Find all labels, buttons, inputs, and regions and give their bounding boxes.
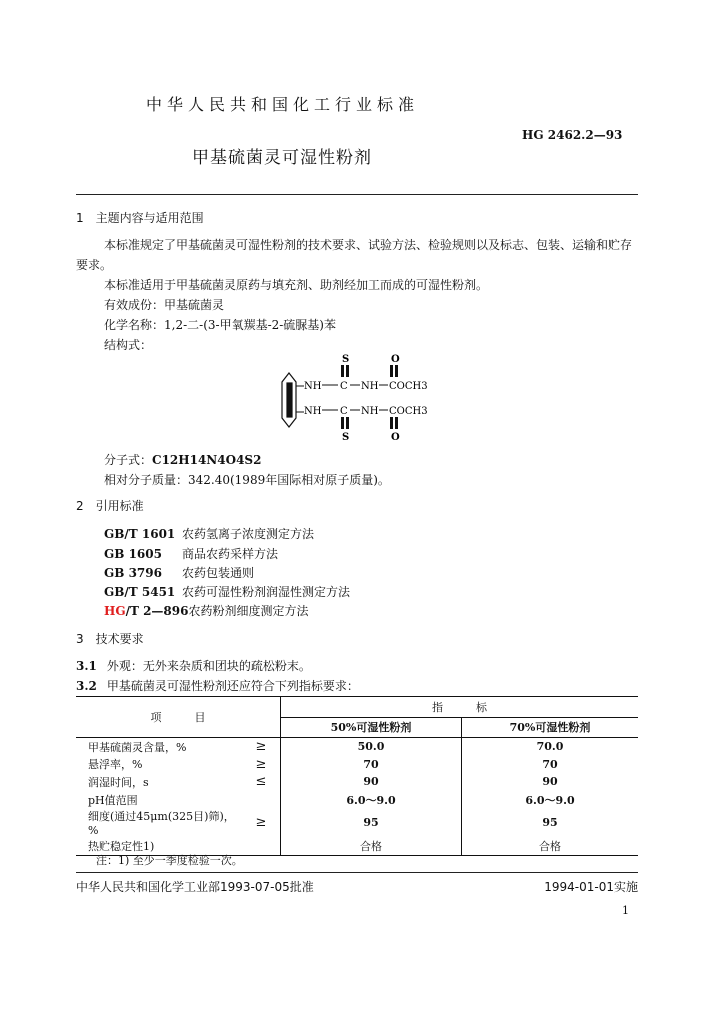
footer-rule: [76, 872, 638, 873]
svg-text:NH: NH: [361, 381, 379, 392]
header-index: 指 标: [281, 697, 639, 718]
table-note: 注：1) 至少一季度检验一次。: [96, 854, 243, 867]
molecular-formula: 分子式：C12H14N4O4S2: [104, 453, 262, 467]
header-item: 项 目: [76, 697, 281, 738]
table-row: 热贮稳定性1) 合格 合格: [76, 837, 638, 855]
svg-text:C: C: [340, 381, 348, 392]
section-2-heading: 2 引用标准: [76, 499, 144, 513]
standard-code: HG 2462.2—93: [522, 128, 623, 142]
sulfur-bottom: S: [342, 432, 350, 443]
active-ingredient: 有效成份：甲基硫菌灵: [104, 298, 225, 312]
oxygen-top: O: [391, 354, 400, 365]
structure-label: 结构式：: [104, 338, 153, 352]
scope-paragraph-cont: 要求。: [76, 258, 113, 272]
double-bond-o-bottom: [390, 417, 393, 429]
svg-text:NH: NH: [361, 406, 379, 417]
double-bond-s-top: [341, 365, 344, 377]
benzene-ring-icon: [282, 373, 296, 427]
section-1-heading: 1 主题内容与适用范围: [76, 211, 204, 225]
clause-3-2: 3.2 甲基硫菌灵可湿性粉剂还应符合下列指标要求：: [76, 679, 359, 693]
reference-standard: GB/T 1601 农药氢离子浓度测定方法: [104, 527, 315, 541]
effective-date: 1994-01-01实施: [544, 880, 638, 894]
scope-paragraph: 本标准规定了甲基硫菌灵可湿性粉剂的技术要求、试验方法、检验规则以及标志、包装、运输和贮存: [104, 238, 633, 252]
table-row: 甲基硫菌灵含量，% ≥ 50.0 70.0: [88, 739, 564, 755]
clause-3-1: 3.1 外观：无外来杂质和团块的疏松粉末。: [76, 659, 311, 673]
document-title: 甲基硫菌灵可湿性粉剂: [192, 148, 372, 168]
approval-line: 中华人民共和国化学工业部1993-07-05批准: [76, 880, 314, 894]
reference-standard: GB/T 5451 农药可湿性粉剂润湿性测定方法: [104, 585, 351, 599]
issuing-organization: 中华人民共和国化工行业标准: [146, 95, 420, 114]
molecular-mass: 相对分子质量：342.40(1989年国际相对原子质量)。: [104, 473, 390, 487]
header-70pct: 70%可湿性粉剂: [509, 721, 591, 735]
double-bond-s-bottom: [341, 417, 344, 429]
page-number: 1: [622, 904, 629, 917]
specification-table: [76, 696, 638, 856]
sulfur-top: S: [342, 354, 350, 365]
highlighted-code: HG: [104, 604, 126, 618]
applicability-paragraph: 本标准适用于甲基硫菌灵原药与填充剂、助剂经加工而成的可湿性粉剂。: [104, 278, 489, 292]
oxygen-bottom: O: [391, 432, 400, 443]
table-row: 细度(通过45μm(325目)筛)，% ≥ 95 95: [88, 810, 558, 838]
svg-text:C: C: [340, 406, 348, 417]
table-row: 悬浮率，% ≥ 70 70: [88, 756, 558, 772]
header-rule: [76, 194, 638, 195]
table-row: 润湿时间，s ≤ 90 90: [88, 774, 558, 790]
reference-standard: HG/T 2—896农药粉剂细度测定方法: [104, 604, 309, 618]
section-3-heading: 3 技术要求: [76, 632, 144, 646]
reference-standard: GB 1605 商品农药采样方法: [104, 547, 279, 561]
svg-text:NH: NH: [304, 381, 322, 392]
double-bond-o-top: [390, 365, 393, 377]
structural-formula: [264, 350, 444, 446]
svg-text:COCH3: COCH3: [389, 406, 428, 417]
svg-text:COCH3: COCH3: [389, 381, 428, 392]
svg-text:NH: NH: [304, 406, 322, 417]
header-50pct: 50%可湿性粉剂: [281, 717, 462, 738]
table-row: pH值范围 6.0～9.0 6.0～9.0: [76, 791, 638, 809]
chemical-name: 化学名称：1,2-二-(3-甲氧羰基-2-硫脲基)苯: [104, 318, 336, 332]
reference-standard: GB 3796 农药包装通则: [104, 566, 255, 580]
